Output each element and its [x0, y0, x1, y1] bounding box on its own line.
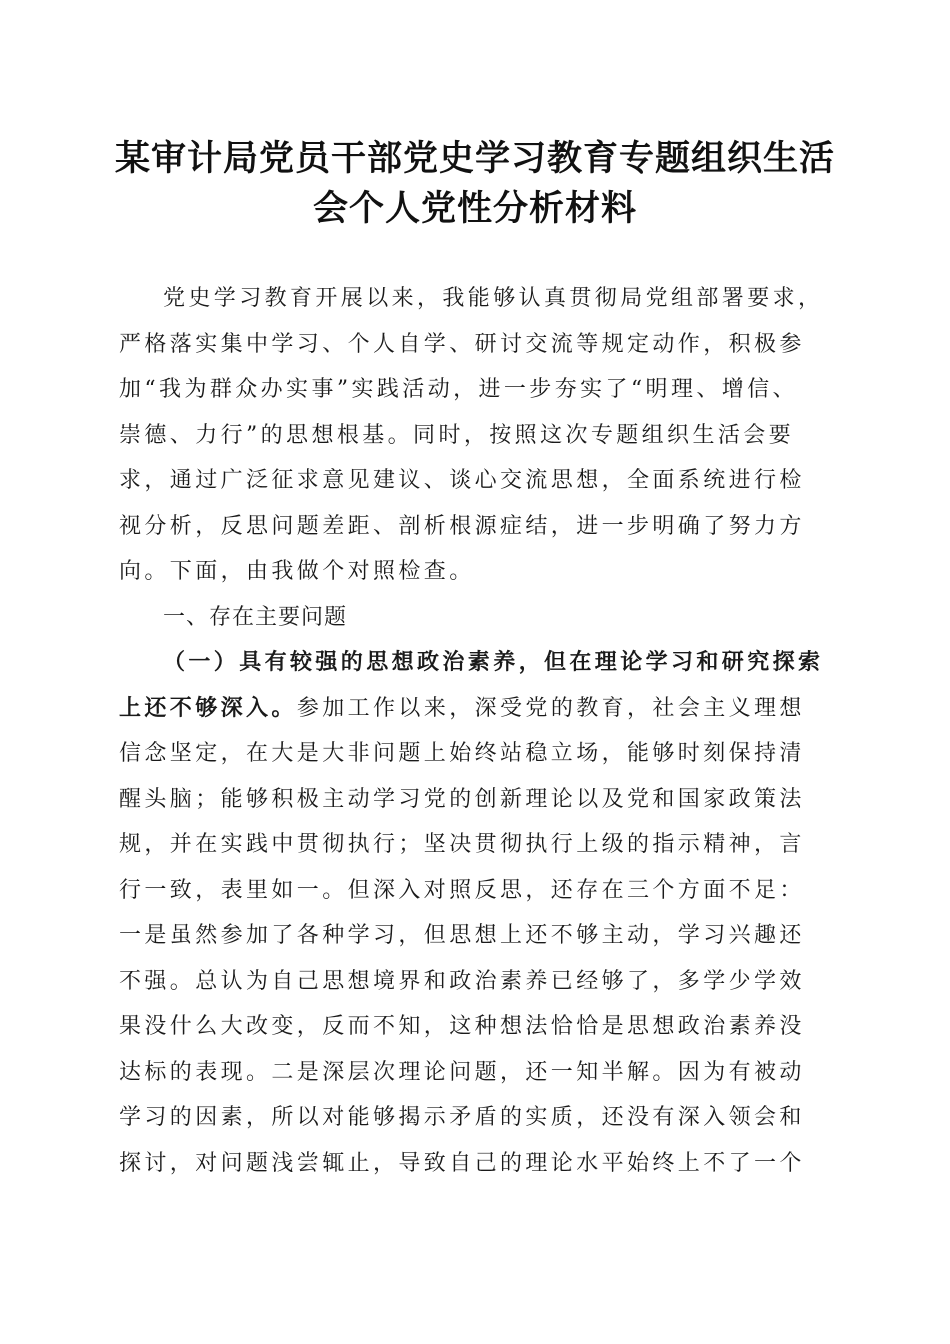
section-paragraph-line: 果没什么大改变，反而不知，这种想法恰恰是思想政治素养没	[119, 1014, 805, 1039]
section-paragraph-line: 不强。总认为自己思想境界和政治素养已经够了，多学少学效	[119, 968, 805, 994]
mixed-line	[119, 686, 825, 732]
section-paragraph-line: 醒头脑；能够积极主动学习党的创新理论以及党和国家政策法	[119, 786, 805, 812]
intro-paragraph-line: 加“我为群众办实事”实践活动，进一步夯实了“明理、增信、	[119, 377, 798, 402]
section-paragraph-line: 行一致，表里如一。但深入对照反思，还存在三个方面不足：	[119, 877, 805, 903]
intro-paragraph-line: 向。下面，由我做个对照检查。	[119, 559, 475, 584]
intro-paragraph-line: 求，通过广泛征求意见建议、谈心交流思想，全面系统进行检	[119, 468, 805, 493]
section-paragraph-line: 一是虽然参加了各种学习，但思想上还不够主动，学习兴趣还	[119, 923, 805, 948]
subsection-heading-line: （一）具有较强的思想政治素养，但在理论学习和研究探索	[163, 649, 824, 675]
section-paragraph-line: 达标的表现。二是深层次理论问题，还一知半解。因为有被动	[119, 1059, 805, 1085]
document-title	[100, 134, 850, 234]
section-paragraph-text: 参加工作以来，深受党的教育，社会主义理想	[296, 695, 805, 721]
intro-paragraph-line: 严格落实集中学习、个人自学、研讨交流等规定动作，积极参	[119, 331, 805, 357]
subsection-heading-tail: 上还不够深入。	[119, 694, 297, 721]
intro-paragraph-line: 党史学习教育开展以来，我能够认真贯彻局党组部署要求，	[163, 286, 824, 311]
section-paragraph-line: 探讨，对问题浅尝辄止，导致自己的理论水平始终上不了一个	[119, 1150, 805, 1176]
section-paragraph-line: 信念坚定，在大是大非问题上始终站稳立场，能够时刻保持清	[119, 741, 805, 766]
section-paragraph-line: 学习的因素，所以对能够揭示矛盾的实质，还没有深入领会和	[119, 1105, 805, 1130]
title-line-1: 某审计局党员干部党史学习教育专题组织生活	[114, 138, 835, 179]
section-paragraph-line: 规，并在实践中贯彻执行；坚决贯彻执行上级的指示精神，言	[119, 832, 805, 857]
section-heading: 一、存在主要问题	[163, 604, 348, 630]
intro-paragraph-line: 视分析，反思问题差距、剖析根源症结，进一步明确了努力方	[119, 513, 805, 539]
intro-paragraph-line: 崇德、力行”的思想根基。同时，按照这次专题组织生活会要	[119, 422, 795, 448]
title-line-2: 会个人党性分析材料	[312, 188, 637, 229]
document-body	[119, 276, 825, 1186]
